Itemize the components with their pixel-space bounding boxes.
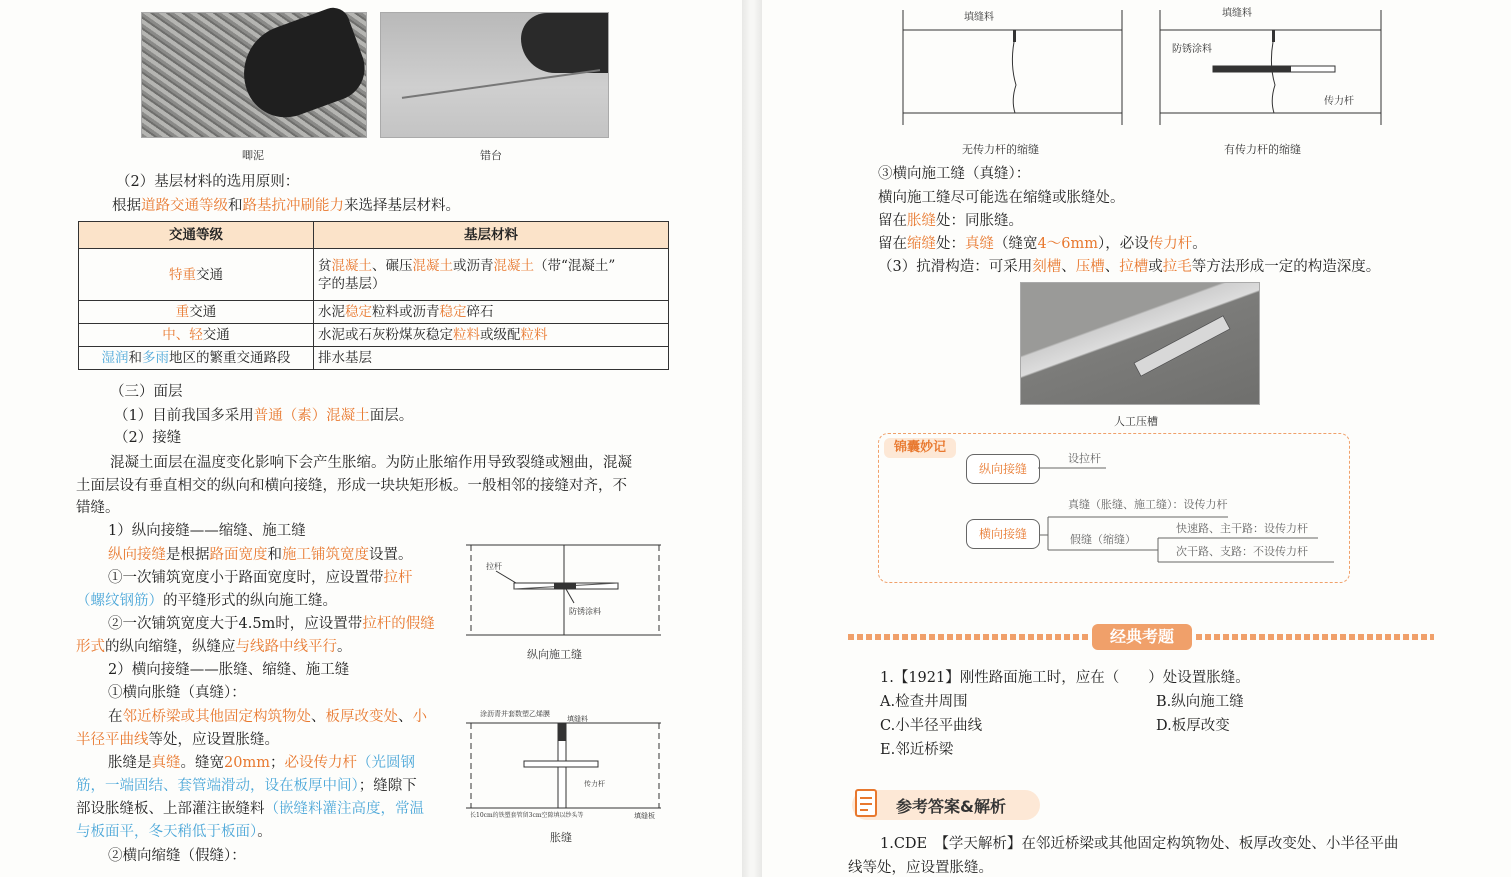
label-rust-coating: 防锈涂料 <box>569 607 601 616</box>
table-header-row <box>79 222 669 249</box>
joint-longitudinal-title: 1）纵向接缝——缩缝、施工缝 <box>108 523 306 539</box>
cell-material: 水泥或石灰粉煤灰稳定粒料或级配粒料 <box>314 324 669 347</box>
option-c: C.小半径平曲线 <box>880 718 983 734</box>
para-line-2: 土面层设有垂直相交的纵向和横向接缝，形成一块块矩形板。一般相邻的接缝对齐，不 <box>76 478 627 494</box>
memo-expressway: 快速路、主干路：设传力杆 <box>1176 522 1308 535</box>
tool-shape <box>1133 315 1231 377</box>
label-dowel-bar: 传力杆 <box>1324 96 1354 107</box>
right-page <box>762 0 1511 877</box>
memo-true-joint: 真缝（胀缝、施工缝）：设传力杆 <box>1068 498 1228 511</box>
book-icon <box>850 786 884 822</box>
surface-2: （2）接缝 <box>114 430 182 446</box>
table-row <box>79 301 669 324</box>
person-shape <box>521 13 608 73</box>
joint-trans-a: ①横向胀缝（真缝）： <box>108 685 246 701</box>
memo-secondary: 次干路、支路：不设传力杆 <box>1176 545 1308 558</box>
label-filler-board: 填缝板 <box>634 812 655 820</box>
label-sleeve: 长10cm的铁塑套管留3cm空隙填以纱头等 <box>470 812 584 819</box>
cell-traffic: 湿润和多雨地区的繁重交通路段 <box>79 347 314 370</box>
header-traffic: 交通等级 <box>79 222 314 249</box>
para-line-3: 错缝。 <box>76 500 120 516</box>
memo-false-joint: 假缝（缩缝） <box>1070 533 1136 546</box>
left-page <box>0 0 742 877</box>
joint-trans-c: 半径平曲线等处，应设置胀缝。 <box>76 732 279 748</box>
joint-trans-g: 与板面平，冬天稍低于板面）。 <box>76 824 272 840</box>
option-b: B.纵向施工缝 <box>1156 694 1244 710</box>
joint-trans-b: 在邻近桥梁或其他固定构筑物处、板厚改变处、小 <box>108 709 427 725</box>
transverse-construction-c: 留在缩缝处：真缝（缝宽4～6mm），必设传力杆。 <box>878 236 1207 252</box>
caption-with-dowel: 有传力杆的缩缝 <box>1224 143 1301 156</box>
crack-line <box>402 69 600 99</box>
para-line-1: 混凝土面层在温度变化影响下会产生胀缩。为防止胀缩作用导致裂缝或翘曲，混凝 <box>110 455 632 471</box>
option-d: D.板厚改变 <box>1156 718 1230 734</box>
question-1: 1.【1921】刚性路面施工时，应在（ ）处设置胀缝。 <box>880 670 1250 686</box>
joint-long-a: 纵向接缝是根据路面宽度和施工铺筑宽度设置。 <box>108 547 413 563</box>
banner-line-left <box>848 634 1088 640</box>
label-no-dowel-filler: 填缝料 <box>964 12 994 23</box>
cell-material: 排水基层 <box>314 347 669 370</box>
base-title: （2）基层材料的选用原则： <box>116 174 300 190</box>
base-intro: 根据道路交通等级和路基抗冲刷能力来选择基层材料。 <box>112 198 460 214</box>
joint-trans-f: 部设胀缝板、上部灌注嵌缝料（嵌缝料灌注高度，常温 <box>76 801 424 817</box>
label-lagan: 拉杆 <box>486 562 502 571</box>
joint-trans-d: 胀缝是真缝。缝宽20mm；必设传力杆（光圆钢 <box>108 755 415 771</box>
anti-slip-line: （3）抗滑构造：可采用刻槽、压槽、拉槽或拉毛等方法形成一定的构造深度。 <box>878 259 1381 275</box>
cell-traffic: 重交通 <box>79 301 314 324</box>
transverse-construction-b: 留在胀缝处：同胀缝。 <box>878 213 1023 229</box>
option-a: A.检查井周围 <box>880 694 968 710</box>
diagram-with-dowel <box>1155 5 1387 130</box>
node-longitudinal: 纵向接缝 <box>966 454 1040 484</box>
table-row <box>79 249 669 301</box>
answer-line-1: 1.CDE 【学天解析】在邻近桥梁或其他固定构筑物处、板厚改变处、小半径平曲 <box>880 836 1399 852</box>
label-coating-film: 涂沥青并套数塑乙烯膜 <box>480 710 550 718</box>
caption-faulting: 错台 <box>480 149 502 162</box>
photo-pumping <box>141 12 367 138</box>
joint-trans-e: 筋，一端固结、套管端滑动，设在板厚中间）；缝隙下 <box>76 778 417 794</box>
option-e: E.邻近桥梁 <box>880 742 954 758</box>
shoe-shape <box>230 3 374 129</box>
banner-line-right <box>1196 634 1434 640</box>
label-dowel-coating: 防锈涂料 <box>1172 44 1212 55</box>
joint-transverse-title: 2）横向接缝——胀缝、缩缝、施工缝 <box>108 662 350 678</box>
caption-longitudinal-joint: 纵向施工缝 <box>527 648 582 661</box>
photo-faulting <box>380 12 609 138</box>
diagram-no-dowel <box>898 5 1128 130</box>
joint-long-c: （螺纹钢筋）的平缝形式的纵向施工缝。 <box>76 593 337 609</box>
photo-grooving <box>1020 282 1260 405</box>
base-material-table <box>78 221 669 370</box>
surface-1: （1）目前我国多采用普通（素）混凝土面层。 <box>114 408 414 424</box>
cell-material: 贫混凝土、碾压混凝土或沥青混凝土（带“混凝土” 字的基层） <box>314 249 669 301</box>
memo-lagan: 设拉杆 <box>1068 452 1101 465</box>
answer-header: 参考答案&解析 <box>896 797 1006 816</box>
memo-title: 锦囊妙记 <box>884 438 956 458</box>
transverse-construction-title: ③横向施工缝（真缝）： <box>878 166 1031 182</box>
joint-long-b: ①一次铺筑宽度小于路面宽度时，应设置带拉杆 <box>108 570 413 586</box>
diagram-expansion-joint <box>466 718 666 823</box>
caption-pumping: 唧泥 <box>242 149 264 162</box>
joint-long-e: 形式的纵向缩缝，纵缝应与线路中线平行。 <box>76 639 352 655</box>
cell-traffic: 中、轻交通 <box>79 324 314 347</box>
label-filler: 填缝料 <box>567 715 588 723</box>
caption-no-dowel: 无传力杆的缩缝 <box>962 143 1039 156</box>
label-dowel: 传力杆 <box>584 780 605 788</box>
page-gutter <box>742 0 762 877</box>
table-row <box>79 347 669 370</box>
header-material: 基层材料 <box>314 222 669 249</box>
exam-banner: 经典考题 <box>1092 624 1192 650</box>
cell-material: 水泥稳定粒料或沥青稳定碎石 <box>314 301 669 324</box>
cell-traffic: 特重交通 <box>79 249 314 301</box>
diagram-longitudinal-joint <box>466 535 666 640</box>
caption-expansion-joint: 胀缝 <box>550 831 572 844</box>
node-transverse: 横向接缝 <box>966 519 1040 549</box>
section-surface: （三）面层 <box>110 384 183 400</box>
joint-trans-h: ②横向缩缝（假缝）： <box>108 848 246 864</box>
answer-line-2: 线等处，应设置胀缝。 <box>848 860 993 876</box>
table-row <box>79 324 669 347</box>
transverse-construction-a: 横向施工缝尽可能选在缩缝或胀缝处。 <box>878 190 1125 206</box>
joint-long-d: ②一次铺筑宽度大于4.5m时，应设置带拉杆的假缝 <box>108 616 435 632</box>
label-dowel-filler: 填缝料 <box>1222 8 1252 19</box>
caption-grooving: 人工压槽 <box>1114 415 1158 428</box>
